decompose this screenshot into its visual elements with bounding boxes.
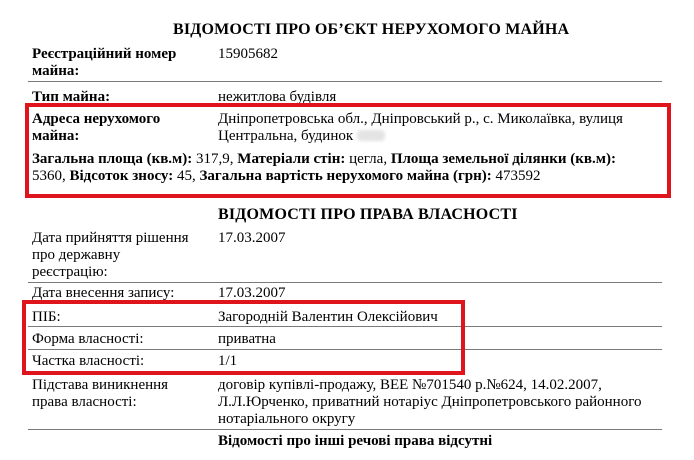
ownership-form-label: Форма власності: <box>32 331 144 347</box>
reg-number-label-line2: майна: <box>32 63 80 79</box>
section-title-property: ВІДОМОСТІ ПРО ОБ’ЄКТ НЕРУХОМОГО МАЙНА <box>173 21 570 38</box>
section-title-ownership: ВІДОМОСТІ ПРО ПРАВА ВЛАСНОСТІ <box>218 206 518 223</box>
highlight-box-property <box>25 103 671 198</box>
ownership-share-value: 1/1 <box>218 353 238 369</box>
land-area-label: Площа земельної ділянки (кв.м): <box>390 151 616 167</box>
ownership-share-label: Частка власності: <box>32 353 145 369</box>
decision-date-label-line3: реєстрацію: <box>32 264 108 280</box>
highlight-box-owner <box>22 300 465 375</box>
address-label-line1: Адреса нерухомого <box>32 111 161 127</box>
row-divider <box>28 282 662 283</box>
entry-date-value: 17.03.2007 <box>218 285 286 301</box>
basis-value-line1: договір купівлі-продажу, ВЕЕ №701540 р.№624, 14.02.2007, <box>218 377 602 393</box>
decision-date-label-line2: про державну <box>32 247 121 263</box>
basis-label-line1: Підстава виникнення <box>32 377 169 393</box>
wear-label: Відсоток зносу: <box>69 168 174 184</box>
materials-label: Матеріали стін: <box>237 151 346 167</box>
row-divider <box>28 81 662 82</box>
decision-date-label-line1: Дата прийняття рішення <box>32 230 189 246</box>
address-label-line2: майна: <box>32 128 80 144</box>
address-street: Центральна, будинок <box>218 128 354 144</box>
row-divider <box>28 429 662 430</box>
materials-value: цегла, <box>349 151 388 167</box>
address-value-line1: Дніпропетровська обл., Дніпровський р., с. Миколаївка, вулиця <box>218 111 623 127</box>
reg-number-value: 15905682 <box>218 46 278 62</box>
total-cost-value: 473592 <box>495 168 541 184</box>
entry-date-label: Дата внесення запису: <box>32 285 175 301</box>
basis-value-line2: Л.Л.Юрченко, приватний нотаріус Дніпропетровського районного <box>218 394 642 410</box>
ownership-form-value: приватна <box>218 331 276 347</box>
decision-date-value: 17.03.2007 <box>218 230 286 246</box>
land-area-value: 5360, <box>32 168 66 184</box>
area-label: Загальна площа (кв.м): <box>32 151 193 167</box>
property-type-value: нежитлова будівля <box>218 89 337 105</box>
wear-value: 45, <box>176 168 196 184</box>
area-value: 317,9, <box>196 151 234 167</box>
owner-name-value: Загородній Валентин Олексійович <box>218 309 438 325</box>
basis-label-line2: права власності: <box>32 394 137 410</box>
reg-number-label-line1: Реєстраційний номер <box>32 46 177 62</box>
owner-name-label: ПІБ: <box>32 309 61 325</box>
property-type-label: Тип майна: <box>32 89 111 105</box>
basis-value-line3: нотаріального округу <box>218 411 356 427</box>
total-cost-label: Загальна вартість нерухомого майна (грн): <box>199 168 492 184</box>
other-rights-note: Відомості про інші речові права відсутні <box>218 433 493 449</box>
